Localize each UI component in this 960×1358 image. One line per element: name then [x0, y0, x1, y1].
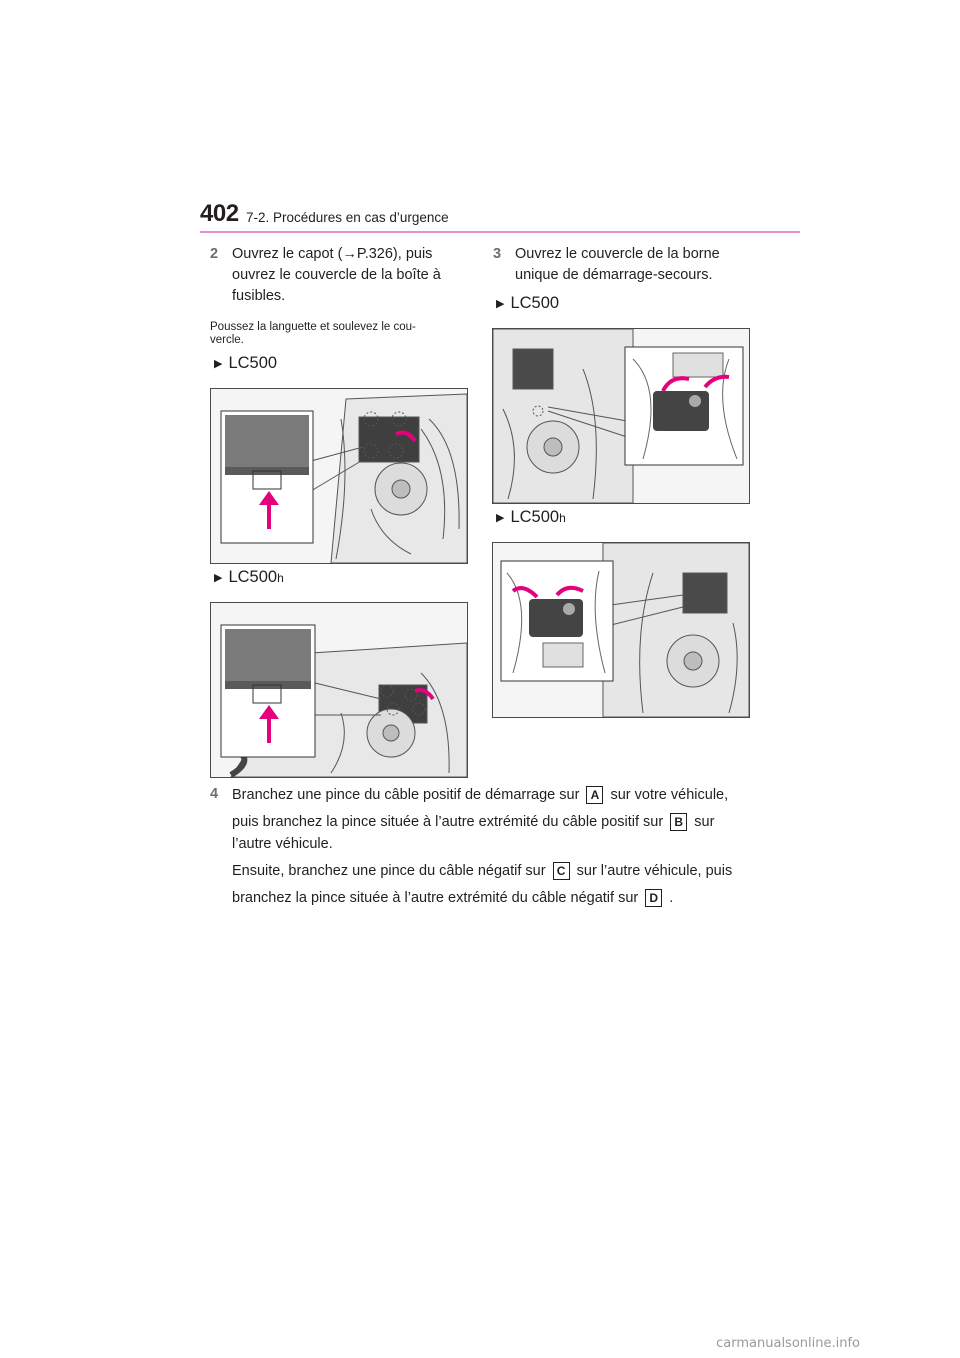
triangle-right-icon: ▶ [214, 358, 223, 370]
step-text-line: ouvrez le couvercle de la boîte à [232, 267, 441, 283]
step-text-line: fusibles. [232, 288, 286, 304]
model-name: LC500 [510, 294, 560, 312]
figure-fuse-box-lc500 [210, 388, 468, 564]
note-line: vercle. [210, 334, 244, 346]
model-heading-lc500h [496, 508, 566, 527]
step-number: 3 [493, 246, 502, 262]
page-number: 402 [200, 200, 239, 227]
model-name: LC500 [228, 354, 278, 372]
triangle-right-icon: ▶ [496, 298, 505, 310]
triangle-right-icon: ▶ [214, 572, 223, 584]
model-suffix: h [277, 571, 284, 585]
label-c-box: C [553, 862, 570, 880]
step-text-line: Ensuite, branchez une pince du câble négatif sur C sur l’autre véhicule, puis [232, 862, 733, 879]
step-3 [493, 244, 763, 288]
section-title: 7-2. Procédures en cas d’urgence [246, 210, 449, 225]
step-number: 4 [210, 786, 219, 802]
label-a-box: A [586, 786, 603, 804]
label-b-box: B [670, 813, 687, 831]
header-rule [200, 231, 800, 233]
watermark: carmanualsonline.info [716, 1336, 860, 1351]
step-text-line: Branchez une pince du câble positif de démarrage sur A sur votre véhicule, [232, 786, 729, 803]
step-text-line: branchez la pince située à l’autre extrémité du câble négatif sur D . [232, 889, 674, 906]
model-suffix: h [559, 511, 566, 525]
triangle-right-icon: ▶ [496, 512, 505, 524]
figure-terminal-cover-lc500 [492, 328, 750, 504]
label-d-box: D [645, 889, 662, 907]
model-name: LC500 [228, 568, 278, 586]
step-2-note [210, 321, 416, 347]
model-heading-lc500h [214, 568, 284, 587]
step-text-line: Ouvrez le capot (→P.326), puis [232, 246, 433, 262]
step-number: 2 [210, 246, 219, 262]
step-text-line: unique de démarrage-secours. [515, 267, 713, 283]
step-2 [210, 244, 470, 310]
model-name: LC500 [510, 508, 560, 526]
note-line: Poussez la languette et soulevez le cou- [210, 321, 416, 333]
figure-fuse-box-lc500h [210, 602, 468, 778]
model-heading-lc500 [496, 294, 559, 313]
model-heading-lc500 [214, 354, 277, 373]
step-text-line: Ouvrez le couvercle de la borne [515, 246, 720, 262]
figure-terminal-cover-lc500h [492, 542, 750, 718]
step-text-line: puis branchez la pince située à l’autre extrémité du câble positif sur B sur [232, 813, 715, 830]
step-text-line: l’autre véhicule. [232, 836, 333, 852]
step-4 [210, 786, 770, 916]
